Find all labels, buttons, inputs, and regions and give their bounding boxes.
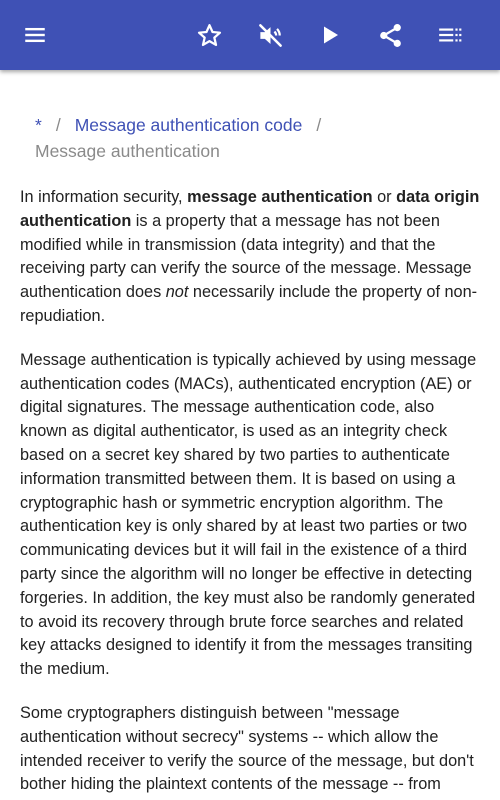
play-icon — [318, 23, 342, 47]
breadcrumb-separator: / — [316, 115, 322, 135]
breadcrumb-current-page: Message authentication — [35, 141, 220, 161]
paragraph-2: Message authentication is typically achieved by using message authentication codes (MACs), authenticated encryption (AE) or digital signatures. The message authentication code, also known as digital authenticator, is used as an integrity check based on a secret key shared by two parties to authenticate information transmitted between them. It is based on using a cryptographic hash or symmetric encryption algorithm. The authentication key is only shared by at least two parties or two communicating devices but it will fail in the existence of a third party since the algorithm will no longer be effective in detecting forgeries. In addition, the key must also be randomly generated to avoid its recovery through brute force searches and related key attacks designed to identify it from the messages transiting the medium. — [20, 350, 477, 679]
menu-button[interactable] — [11, 11, 59, 59]
italic-not: not — [165, 283, 189, 302]
bookmark-button[interactable] — [185, 11, 233, 59]
paragraph-1-text: necessarily include the property of non-repudiation. — [20, 283, 478, 325]
breadcrumb-separator: / — [55, 115, 61, 135]
volume-off-icon — [257, 22, 284, 49]
breadcrumb-root-link[interactable]: * — [35, 115, 42, 135]
menu-icon — [22, 22, 48, 48]
paragraph-1 — [20, 186, 482, 329]
mute-button[interactable] — [246, 11, 294, 59]
breadcrumb-parent-link[interactable]: Message authentication code — [74, 115, 303, 135]
app-toolbar — [0, 0, 500, 70]
share-button[interactable] — [366, 11, 414, 59]
paragraph-1-text: is a property that a message has not been modified while in transmission (data integrity) and that the receiving party can verify the source of the message. Message authentication does — [20, 211, 472, 302]
paragraph-1-text: or — [372, 188, 397, 206]
bold-term-message-authentication: message authentication — [187, 188, 373, 206]
paragraph-1-text: In information security, — [20, 188, 188, 206]
article-content — [0, 70, 500, 800]
star-outline-icon — [196, 22, 223, 49]
contents-button[interactable] — [426, 11, 474, 59]
bold-term-data-origin-authentication: data origin authentication — [20, 188, 480, 230]
play-button[interactable] — [306, 11, 354, 59]
share-icon — [377, 22, 404, 49]
article-body — [20, 186, 482, 800]
paragraph-3: Some cryptographers distinguish between "message authentication without secrecy" systems -- which allow the intended receiver to verify the source of the message, but don't bother hiding the plaintext contents of the message -- from — [20, 703, 474, 794]
table-of-contents-icon — [437, 22, 463, 48]
breadcrumb — [35, 112, 475, 164]
